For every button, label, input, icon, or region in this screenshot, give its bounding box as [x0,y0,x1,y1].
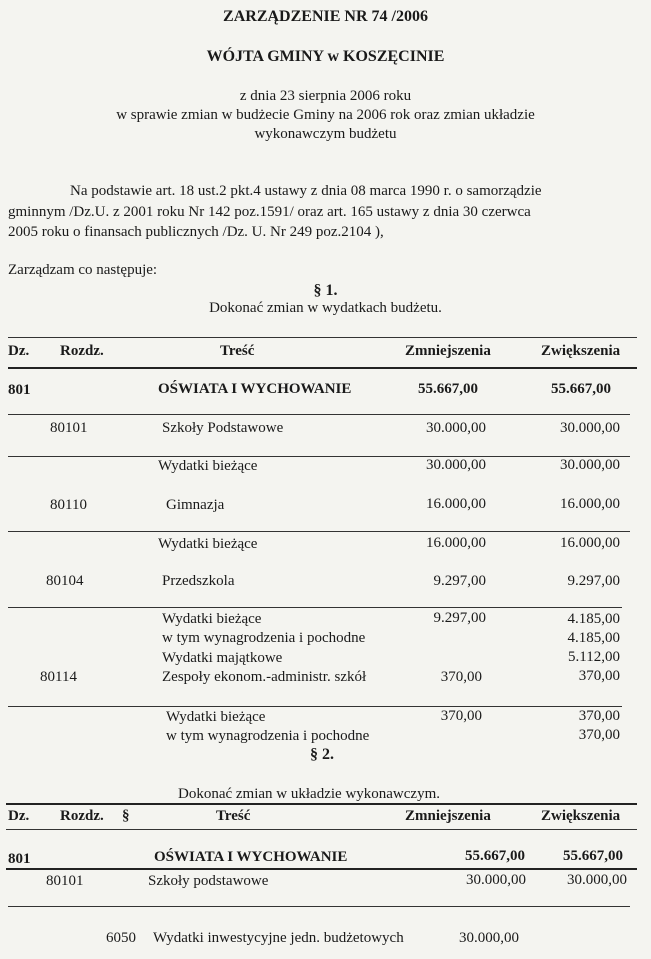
table-row-name: Gimnazja [166,497,225,513]
table-row-name: Wydatki bieżące [158,458,258,474]
table-row-name: Zespoły ekonom.-administr. szkół [162,669,367,685]
table-row-name: Wydatki bieżące [158,536,258,552]
section-2-mark: § 2. [310,746,334,763]
col-dz: Dz. [8,808,30,824]
table-row-rozdz: 80101 [46,873,84,889]
table-row-paragraf: 6050 [106,930,136,946]
row-rule [8,607,622,608]
date-line: z dnia 23 sierpnia 2006 roku [239,88,412,104]
dzial-zwiekszenia: 55.667,00 [563,848,623,864]
table-2-header-rule [6,829,637,830]
table-1-header-rule [8,367,637,369]
table-row-rozdz: 80114 [40,669,77,685]
subject-line-2: wykonawczym budżetu [254,126,397,142]
table-row-zmniejszenia: 9.297,00 [433,610,486,626]
col-rozdz: Rozdz. [60,343,104,359]
table-row-rozdz: 80104 [46,573,84,589]
table-row-zwiekszenia: 4.185,00 [567,630,620,646]
table-row-zwiekszenia: 4.185,00 [567,611,620,627]
col-zmniejszenia: Zmniejszenia [405,808,491,824]
row-rule [8,531,630,532]
col-zwiekszenia: Zwiększenia [541,343,621,359]
document-subtitle: WÓJTA GMINY w KOSZĘCINIE [206,48,445,65]
row-rule [8,906,630,907]
col-rozdz: Rozdz. [60,808,104,824]
table-row-zwiekszenia: 30.000,00 [560,420,620,436]
dzial-rule [6,868,637,870]
table-row-zmniejszenia: 30.000,00 [466,872,526,888]
table-row-zwiekszenia: 30.000,00 [567,872,627,888]
section-2-heading: Dokonać zmian w układzie wykonawczym. [178,786,440,802]
dzial-number: 801 [8,851,31,867]
table-row-zmniejszenia: 16.000,00 [426,535,486,551]
table-row-name: Szkoły podstawowe [148,873,269,889]
table-row-zwiekszenia: 16.000,00 [560,496,620,512]
table-row-name: Wydatki majątkowe [162,650,283,666]
table-row-name: w tym wynagrodzenia i pochodne [166,728,370,744]
table-row-name: Przedszkola [162,573,235,589]
table-row-zwiekszenia: 370,00 [578,727,620,743]
table-row-rozdz: 80101 [50,420,88,436]
table-row-zmniejszenia: 16.000,00 [426,496,486,512]
dzial-zmniejszenia: 55.667,00 [418,381,478,397]
table-row-zwiekszenia: 370,00 [578,708,620,724]
preamble-line-3: 2005 roku o finansach publicznych /Dz. U. Nr 249 poz.2104 ), [8,224,384,240]
dzial-zwiekszenia: 55.667,00 [551,381,611,397]
table-row-zmniejszenia: 30.000,00 [426,420,486,436]
col-dz: Dz. [8,343,30,359]
col-zwiekszenia: Zwiększenia [541,808,621,824]
col-zmniejszenia: Zmniejszenia [405,343,491,359]
section-1-heading: Dokonać zmian w wydatkach budżetu. [209,300,442,316]
table-row-zmniejszenia: 370,00 [440,669,482,685]
table-row-zmniejszenia: 30.000,00 [426,457,486,473]
dzial-zmniejszenia: 55.667,00 [465,848,525,864]
table-row-zmniejszenia: 9.297,00 [433,573,486,589]
table-row-zwiekszenia: 370,00 [578,668,620,684]
table-row-name: Szkoły Podstawowe [162,420,284,436]
dzial-number: 801 [8,382,31,398]
order-line: Zarządzam co następuje: [8,262,158,278]
table-row-name: Wydatki bieżące [166,709,266,725]
table-row-zmniejszenia: 30.000,00 [459,930,519,946]
col-tresc: Treść [216,808,251,824]
row-rule [8,414,630,415]
table-row-zwiekszenia: 5.112,00 [568,649,620,665]
dzial-name: OŚWIATA I WYCHOWANIE [158,381,352,397]
section-1-mark: § 1. [313,282,338,299]
col-tresc: Treść [220,343,255,359]
table-row-name: Wydatki inwestycyjne jedn. budżetowych [153,930,404,946]
dzial-name: OŚWIATA I WYCHOWANIE [154,849,348,865]
document-title: ZARZĄDZENIE NR 74 /2006 [223,8,428,25]
preamble-line-2: gminnym /Dz.U. z 2001 roku Nr 142 poz.1591/ oraz art. 165 ustawy z dnia 30 czerwca [8,204,531,220]
table-1-top-rule [8,337,637,338]
table-row-rozdz: 80110 [50,497,87,513]
table-row-name: w tym wynagrodzenia i pochodne [162,630,366,646]
table-row-zwiekszenia: 16.000,00 [560,535,620,551]
row-rule [8,706,622,707]
col-paragraf: § [122,808,130,824]
table-row-zmniejszenia: 370,00 [440,708,482,724]
table-2-top-rule [6,803,637,805]
table-row-name: Wydatki bieżące [162,611,262,627]
table-row-zwiekszenia: 30.000,00 [560,457,620,473]
preamble-line-1: Na podstawie art. 18 ust.2 pkt.4 ustawy z dnia 08 marca 1990 r. o samorządzie [70,183,542,199]
subject-line-1: w sprawie zmian w budżecie Gminy na 2006 rok oraz zmian układzie [116,107,535,123]
table-row-zwiekszenia: 9.297,00 [567,573,620,589]
